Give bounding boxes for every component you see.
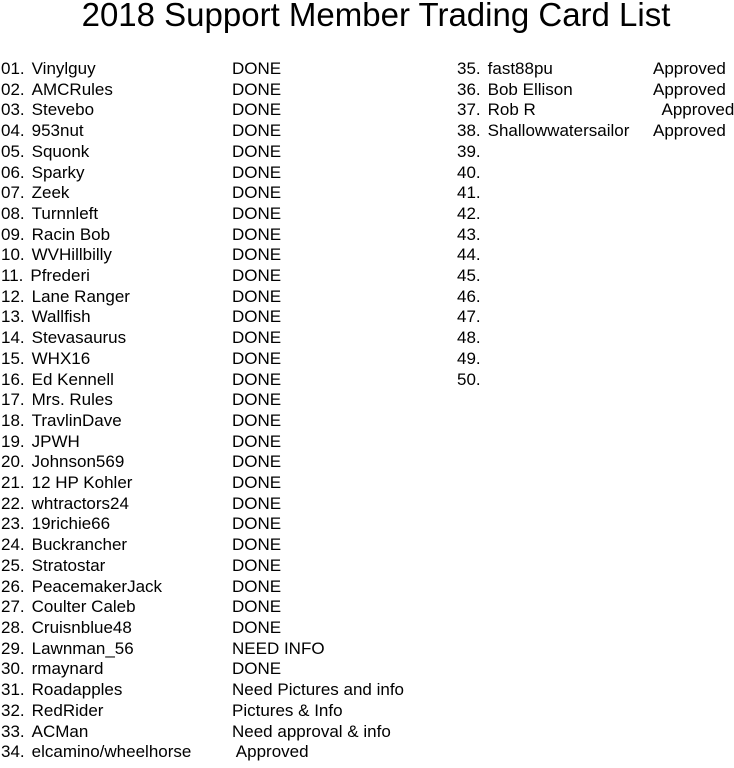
item-name: 19richie66 bbox=[31, 514, 111, 534]
item-name: Coulter Caleb bbox=[31, 597, 136, 617]
item-number: 40. bbox=[457, 162, 481, 182]
item-entry bbox=[1, 142, 232, 163]
item-entry bbox=[457, 266, 653, 287]
item-status: DONE bbox=[232, 348, 282, 368]
item-status: DONE bbox=[232, 431, 282, 451]
item-status: DONE bbox=[232, 100, 282, 120]
item-status: DONE bbox=[232, 245, 282, 265]
item-name: AMCRules bbox=[31, 79, 113, 99]
item-number: 27. bbox=[1, 597, 25, 617]
item-number: 47. bbox=[457, 307, 481, 327]
list-item bbox=[1, 349, 457, 370]
item-number: 15. bbox=[1, 348, 25, 368]
member-list-column-right bbox=[457, 59, 734, 763]
item-status: Approved bbox=[653, 79, 726, 99]
list-item bbox=[457, 80, 734, 101]
list-item bbox=[1, 597, 457, 618]
item-entry bbox=[1, 370, 232, 391]
item-name: Johnson569 bbox=[31, 452, 125, 472]
item-name: Ed Kennell bbox=[31, 369, 114, 389]
item-name: Cruisnblue48 bbox=[31, 617, 132, 637]
item-number: 34. bbox=[1, 742, 25, 762]
item-number: 49. bbox=[457, 348, 481, 368]
item-status: DONE bbox=[232, 576, 282, 596]
member-list bbox=[0, 59, 734, 763]
item-entry bbox=[457, 204, 653, 225]
item-status: Need approval & info bbox=[232, 721, 391, 741]
list-item bbox=[1, 59, 457, 80]
page-title: 2018 Support Member Trading Card List bbox=[81, 0, 671, 33]
item-entry bbox=[1, 597, 232, 618]
list-item bbox=[457, 142, 734, 163]
item-name: elcamino/wheelhorse bbox=[31, 742, 192, 762]
item-name: 12 HP Kohler bbox=[31, 473, 133, 493]
list-item bbox=[1, 742, 457, 763]
item-entry bbox=[1, 163, 232, 184]
item-number: 41. bbox=[457, 183, 481, 203]
item-number: 06. bbox=[1, 162, 25, 182]
member-list-column-left bbox=[0, 59, 457, 763]
item-status: DONE bbox=[232, 410, 282, 430]
item-entry bbox=[1, 618, 232, 639]
item-entry bbox=[457, 59, 653, 80]
item-number: 45. bbox=[457, 266, 481, 286]
list-item bbox=[1, 100, 457, 121]
item-name: Stratostar bbox=[31, 555, 106, 575]
item-number: 10. bbox=[1, 245, 25, 265]
item-number: 09. bbox=[1, 224, 25, 244]
item-entry bbox=[1, 411, 232, 432]
list-item bbox=[1, 556, 457, 577]
item-number: 43. bbox=[457, 224, 481, 244]
item-entry bbox=[457, 80, 653, 101]
list-item bbox=[1, 266, 457, 287]
item-status: DONE bbox=[232, 203, 282, 223]
item-number: 23. bbox=[1, 514, 25, 534]
item-status: Pictures & Info bbox=[232, 700, 343, 720]
item-entry bbox=[1, 307, 232, 328]
item-name: Lawnman_56 bbox=[31, 638, 134, 658]
item-status: DONE bbox=[232, 121, 282, 141]
item-number: 01. bbox=[1, 59, 25, 78]
item-entry bbox=[457, 100, 653, 121]
list-item bbox=[1, 183, 457, 204]
item-number: 21. bbox=[1, 473, 25, 493]
item-name: JPWH bbox=[31, 431, 80, 451]
item-number: 28. bbox=[1, 617, 25, 637]
list-item bbox=[457, 245, 734, 266]
list-item bbox=[1, 80, 457, 101]
item-status: DONE bbox=[232, 183, 282, 203]
list-item bbox=[457, 59, 734, 80]
item-entry bbox=[457, 121, 653, 142]
item-entry bbox=[1, 535, 232, 556]
item-status: DONE bbox=[232, 493, 282, 513]
item-status: Approved bbox=[653, 121, 726, 141]
item-number: 44. bbox=[457, 245, 481, 265]
item-entry bbox=[1, 287, 232, 308]
item-number: 29. bbox=[1, 638, 25, 658]
item-entry bbox=[1, 328, 232, 349]
item-entry bbox=[1, 390, 232, 411]
item-entry bbox=[1, 701, 232, 722]
list-item bbox=[1, 639, 457, 660]
list-item bbox=[1, 204, 457, 225]
item-entry bbox=[1, 80, 232, 101]
list-item bbox=[1, 163, 457, 184]
item-status: Need Pictures and info bbox=[232, 680, 404, 700]
item-status: DONE bbox=[232, 224, 282, 244]
list-item bbox=[1, 287, 457, 308]
item-entry bbox=[1, 452, 232, 473]
item-status: DONE bbox=[232, 286, 282, 306]
list-item bbox=[457, 163, 734, 184]
list-item bbox=[1, 473, 457, 494]
item-entry bbox=[1, 100, 232, 121]
list-item bbox=[1, 328, 457, 349]
item-name: Bob Ellison bbox=[487, 79, 573, 99]
item-name: Buckrancher bbox=[31, 535, 128, 555]
list-item bbox=[457, 349, 734, 370]
item-entry bbox=[1, 659, 232, 680]
list-item bbox=[1, 514, 457, 535]
list-item bbox=[457, 266, 734, 287]
item-entry bbox=[1, 183, 232, 204]
item-status: DONE bbox=[232, 452, 282, 472]
list-item bbox=[457, 183, 734, 204]
list-item bbox=[1, 432, 457, 453]
list-item bbox=[1, 680, 457, 701]
item-name: 953nut bbox=[31, 121, 84, 141]
item-number: 32. bbox=[1, 700, 25, 720]
list-item bbox=[457, 307, 734, 328]
list-item bbox=[1, 307, 457, 328]
item-number: 33. bbox=[1, 721, 25, 741]
item-number: 26. bbox=[1, 576, 25, 596]
item-status: DONE bbox=[232, 79, 282, 99]
item-name: Lane Ranger bbox=[31, 286, 130, 306]
list-item bbox=[1, 390, 457, 411]
list-item bbox=[1, 535, 457, 556]
list-item bbox=[1, 411, 457, 432]
item-entry bbox=[1, 432, 232, 453]
item-status: DONE bbox=[232, 659, 282, 679]
item-number: 37. bbox=[457, 100, 481, 120]
item-entry bbox=[457, 328, 653, 349]
item-name: Stevasaurus bbox=[31, 328, 127, 348]
item-number: 46. bbox=[457, 286, 481, 306]
item-status: DONE bbox=[232, 473, 282, 493]
item-entry bbox=[1, 266, 232, 287]
item-name: whtractors24 bbox=[31, 493, 129, 513]
item-number: 18. bbox=[1, 410, 25, 430]
item-number: 39. bbox=[457, 141, 481, 161]
item-name: TravlinDave bbox=[31, 410, 122, 430]
item-number: 11. bbox=[1, 266, 24, 286]
item-name: Stevebo bbox=[31, 100, 95, 120]
list-item bbox=[1, 370, 457, 391]
item-number: 17. bbox=[1, 390, 25, 410]
item-status: DONE bbox=[232, 162, 282, 182]
item-number: 20. bbox=[1, 452, 25, 472]
item-entry bbox=[1, 494, 232, 515]
list-item bbox=[457, 225, 734, 246]
item-name: ACMan bbox=[31, 721, 89, 741]
item-name: RedRider bbox=[31, 700, 104, 720]
item-status: DONE bbox=[232, 597, 282, 617]
list-item bbox=[1, 618, 457, 639]
item-entry bbox=[1, 225, 232, 246]
list-item bbox=[1, 722, 457, 743]
item-number: 31. bbox=[1, 680, 25, 700]
list-item bbox=[1, 659, 457, 680]
item-status: Approved bbox=[232, 742, 309, 762]
item-name: PeacemakerJack bbox=[31, 576, 163, 596]
item-number: 30. bbox=[1, 659, 25, 679]
item-status: DONE bbox=[232, 514, 282, 534]
item-name: Vinylguy bbox=[31, 59, 96, 78]
item-number: 22. bbox=[1, 493, 25, 513]
item-entry bbox=[1, 204, 232, 225]
item-number: 48. bbox=[457, 328, 481, 348]
list-item bbox=[1, 225, 457, 246]
item-name: rmaynard bbox=[31, 659, 104, 679]
item-number: 13. bbox=[1, 307, 25, 327]
item-status: DONE bbox=[232, 307, 282, 327]
item-name: Racin Bob bbox=[31, 224, 111, 244]
item-number: 04. bbox=[1, 121, 25, 141]
item-status: DONE bbox=[232, 59, 282, 78]
item-entry bbox=[457, 370, 653, 391]
item-entry bbox=[1, 742, 232, 763]
item-number: 50. bbox=[457, 369, 481, 389]
item-entry bbox=[457, 307, 653, 328]
item-name: fast88pu bbox=[487, 59, 553, 78]
item-number: 42. bbox=[457, 203, 481, 223]
item-number: 19. bbox=[1, 431, 25, 451]
item-entry bbox=[1, 121, 232, 142]
item-name: Sparky bbox=[31, 162, 85, 182]
item-number: 03. bbox=[1, 100, 25, 120]
item-number: 12. bbox=[1, 286, 25, 306]
item-entry bbox=[1, 349, 232, 370]
item-name: Roadapples bbox=[31, 680, 123, 700]
item-name: WVHillbilly bbox=[31, 245, 112, 265]
item-entry bbox=[1, 577, 232, 598]
item-name: Mrs. Rules bbox=[31, 390, 113, 410]
list-item bbox=[1, 452, 457, 473]
item-status: DONE bbox=[232, 535, 282, 555]
item-status: DONE bbox=[232, 617, 282, 637]
list-item bbox=[457, 328, 734, 349]
item-name: Squonk bbox=[31, 141, 90, 161]
item-entry bbox=[1, 473, 232, 494]
list-item bbox=[457, 287, 734, 308]
item-entry bbox=[1, 639, 232, 660]
item-status: Approved bbox=[653, 100, 734, 120]
item-number: 25. bbox=[1, 555, 25, 575]
list-item bbox=[1, 142, 457, 163]
list-item bbox=[1, 577, 457, 598]
item-entry bbox=[457, 287, 653, 308]
item-status: DONE bbox=[232, 266, 282, 286]
list-item bbox=[457, 121, 734, 142]
item-number: 07. bbox=[1, 183, 25, 203]
item-status: DONE bbox=[232, 141, 282, 161]
item-number: 16. bbox=[1, 369, 25, 389]
item-number: 02. bbox=[1, 79, 25, 99]
item-entry bbox=[1, 59, 232, 80]
item-entry bbox=[1, 556, 232, 577]
item-number: 14. bbox=[1, 328, 25, 348]
item-status: DONE bbox=[232, 390, 282, 410]
item-entry bbox=[1, 722, 232, 743]
item-entry bbox=[457, 142, 653, 163]
item-number: 36. bbox=[457, 79, 481, 99]
item-name: Rob R bbox=[487, 100, 536, 120]
item-entry bbox=[457, 225, 653, 246]
list-item bbox=[1, 121, 457, 142]
item-number: 24. bbox=[1, 535, 25, 555]
list-item bbox=[1, 701, 457, 722]
item-status: DONE bbox=[232, 328, 282, 348]
list-item bbox=[457, 204, 734, 225]
item-status: Approved bbox=[653, 59, 726, 78]
item-name: Turnnleft bbox=[31, 203, 99, 223]
item-entry bbox=[457, 183, 653, 204]
item-name: Pfrederi bbox=[30, 266, 90, 286]
item-entry bbox=[457, 245, 653, 266]
item-status: DONE bbox=[232, 555, 282, 575]
item-number: 05. bbox=[1, 141, 25, 161]
item-status: NEED INFO bbox=[232, 638, 325, 658]
item-name: WHX16 bbox=[31, 348, 91, 368]
item-name: Wallfish bbox=[31, 307, 91, 327]
item-number: 35. bbox=[457, 59, 481, 78]
item-name: Zeek bbox=[31, 183, 70, 203]
item-entry bbox=[1, 680, 232, 701]
item-entry bbox=[457, 163, 653, 184]
list-item bbox=[457, 100, 734, 121]
item-number: 38. bbox=[457, 121, 481, 141]
item-name: Shallowwatersailor bbox=[487, 121, 630, 141]
list-item bbox=[1, 245, 457, 266]
list-item bbox=[457, 370, 734, 391]
item-entry bbox=[457, 349, 653, 370]
item-entry bbox=[1, 245, 232, 266]
item-status: DONE bbox=[232, 369, 282, 389]
item-entry bbox=[1, 514, 232, 535]
list-item bbox=[1, 494, 457, 515]
item-number: 08. bbox=[1, 203, 25, 223]
